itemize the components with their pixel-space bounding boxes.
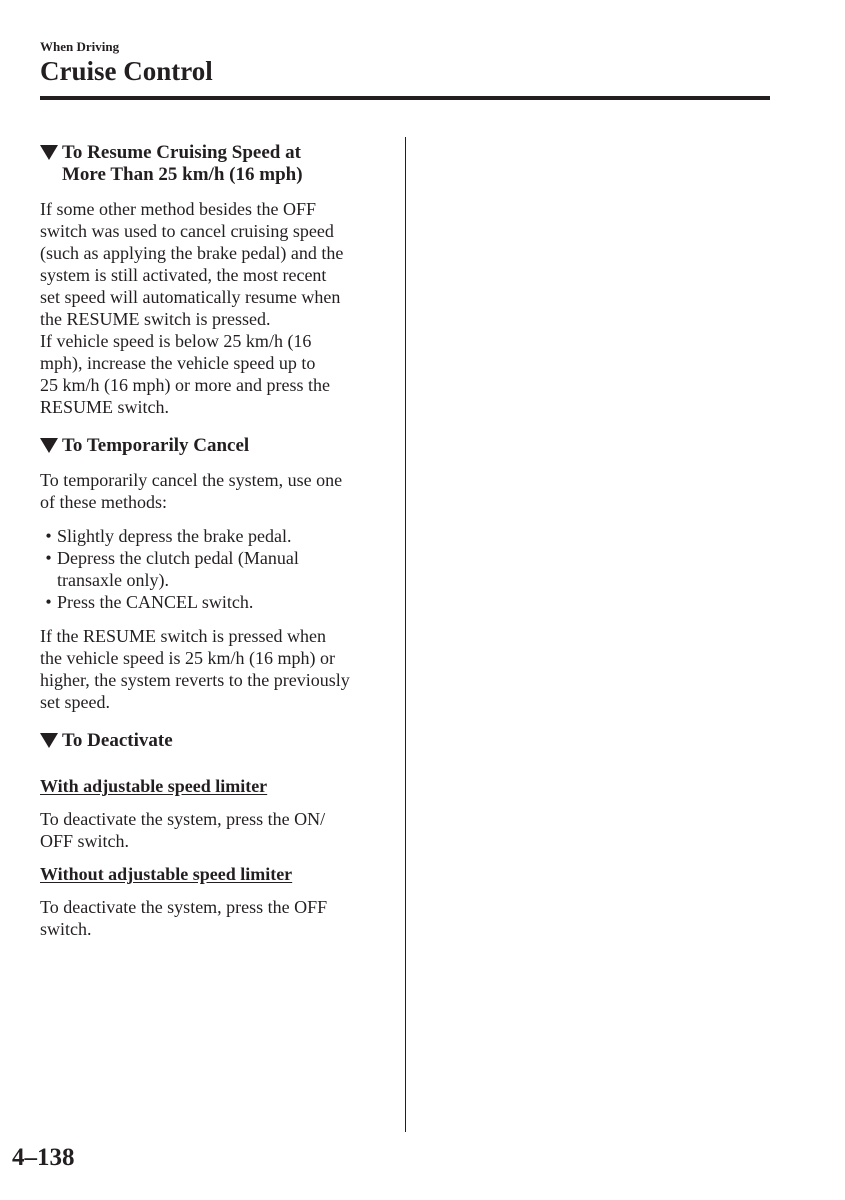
- list-item: [40, 547, 390, 591]
- list-item-text: Press the CANCEL switch.: [57, 592, 254, 612]
- cancel-intro: To temporarily cancel the system, use one of these methods:: [40, 470, 343, 512]
- cancel-heading: [40, 435, 390, 457]
- cancel-resume-note: If the RESUME switch is pressed when the vehicle speed is 25 km/h (16 mph) or higher, the system reverts to the previously set speed.: [40, 626, 350, 712]
- page-title: Cruise Control: [40, 56, 213, 86]
- list-item: [40, 591, 390, 613]
- cancel-heading-text: To Temporarily Cancel: [62, 435, 250, 456]
- triangle-down-icon: [40, 438, 58, 453]
- section-label: When Driving: [40, 39, 120, 54]
- without-limiter-text: To deactivate the system, press the OFF switch.: [40, 897, 328, 939]
- list-item-text: Depress the clutch pedal (Manual transaxle only).: [57, 548, 299, 590]
- list-item: [40, 525, 390, 547]
- resume-paragraph: If some other method besides the OFF switch was used to cancel cruising speed (such as applying the brake pedal) and the system is still activated, the most recent set speed will automatically resume when the RESUME switch is pressed. If vehicle speed is below 25 km/h (16 mph), increase the vehicle speed up to 25 km/h (16 mph) or more and press the RESUME switch.: [40, 199, 344, 417]
- page-number: 4–138: [12, 1144, 75, 1171]
- deactivate-heading: [40, 730, 390, 752]
- triangle-down-icon: [40, 145, 58, 160]
- with-limiter-subheading: With adjustable speed limiter: [40, 776, 268, 796]
- deactivate-heading-text: To Deactivate: [62, 730, 173, 751]
- bullet-dot-icon: •: [45, 526, 52, 546]
- title-rule: [40, 96, 770, 100]
- resume-heading: [40, 142, 390, 186]
- column-divider: [405, 137, 406, 1132]
- resume-heading-text: To Resume Cruising Speed at More Than 25 km/h (16 mph): [62, 142, 303, 185]
- with-limiter-text: To deactivate the system, press the ON/ OFF switch.: [40, 809, 326, 851]
- bullet-dot-icon: •: [45, 592, 52, 612]
- triangle-down-icon: [40, 733, 58, 748]
- list-item-text: Slightly depress the brake pedal.: [57, 526, 292, 546]
- left-column: [40, 142, 390, 940]
- cancel-methods-list: [40, 525, 390, 613]
- bullet-dot-icon: •: [45, 548, 52, 568]
- without-limiter-subheading: Without adjustable speed limiter: [40, 864, 293, 884]
